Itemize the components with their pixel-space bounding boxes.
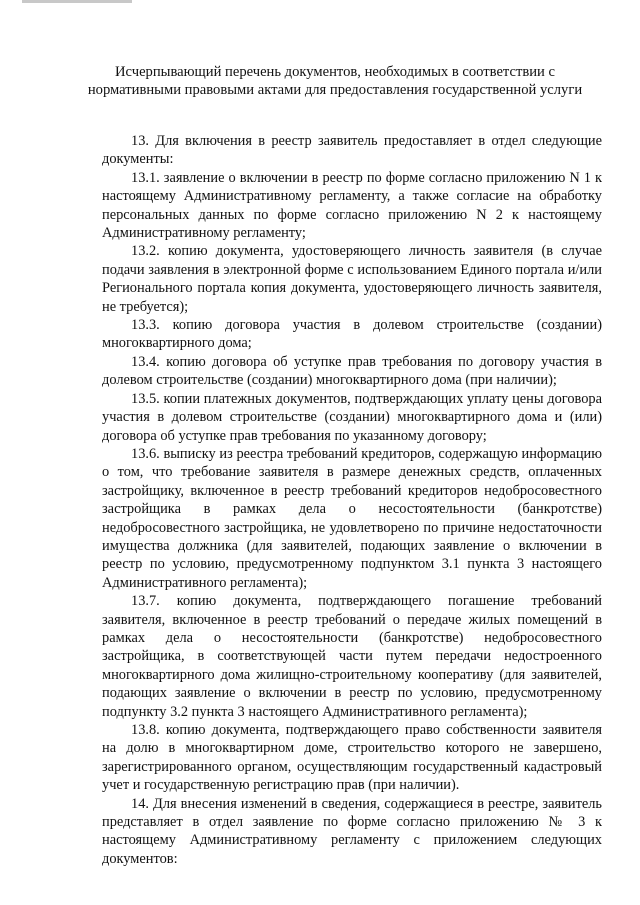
paragraph-13-7: 13.7. копию документа, подтверждающего погашение требований заявителя, включенное в реестр требований о передаче жилых помещений в рамках дела о несостоятельности (банкротстве) недобросовестного застройщика, в соответствующей части путем передачи недостроенного многоквартирного дома жилищно-строительному кооперативу (для заявителей, подающих заявление о включении в реестр по условию, предусмотренному подпункту 3.2 пункта 3 настоящего Административного регламента); — [102, 593, 602, 720]
paragraph-13-5: 13.5. копии платежных документов, подтверждающих уплату цены договора участия в долевом строительстве (создании) многоквартирного дома и (или) договора об уступке прав требования по указанному договору; — [102, 390, 602, 444]
paragraph-13: 13. Для включения в реестр заявитель предоставляет в отдел следующие документы: — [102, 133, 602, 168]
paragraph-13-3: 13.3. копию договора участия в долевом строительстве (создании) многоквартирного дома; — [102, 317, 602, 352]
scan-artifact — [22, 0, 132, 3]
document-body — [102, 132, 602, 868]
paragraph-13-4: 13.4. копию договора об уступке прав требования по договору участия в долевом строительстве (создании) многоквартирного дома (при наличии); — [102, 353, 602, 389]
paragraph-13-2: 13.2. копию документа, удостоверяющего личность заявителя (в случае подачи заявления в электронной форме с использованием Единого портала и/или Регионального портала копия документа, удостоверяющего личность заявителя, не требуется); — [102, 243, 602, 315]
paragraph-14: 14. Для внесения изменений в сведения, содержащиеся в реестре, заявитель представляет в отдел заявление по форме согласно приложению № 3 к настоящему Административному регламенту с приложением следующих документов: — [102, 795, 602, 867]
paragraph-13-6: 13.6. выписку из реестра требований кредиторов, содержащую информацию о том, что требование заявителя в размере денежных средств, оплаченных застройщику, включенное в реестр требований кредиторов недобросовестного застройщика в рамках дела о несостоятельности (банкротстве) недобросовестного застройщика, не удовлетворено по причине недостаточности имущества должника (для заявителей, подающих заявление о включении в реестр по условию, предусмотренному подпунктом 3.1 пункта 3 настоящего Административного регламента); — [102, 445, 602, 591]
paragraph-13-8: 13.8. копию документа, подтверждающего право собственности заявителя на долю в многоквартирном доме, строительство которого не завершено, зарегистрированного органом, осуществляющим государственный кадастровый учет и государственную регистрацию прав (при наличии). — [102, 722, 602, 794]
paragraph-13-1: 13.1. заявление о включении в реестр по форме согласно приложению N 1 к настоящему Административному регламенту, а также согласие на обработку персональных данных по форме согласно приложению N 2 к настоящему Административному регламенту; — [102, 169, 602, 242]
document-title: Исчерпывающий перечень документов, необходимых в соответствии с нормативными правовыми актами для предоставления государственной услуги — [87, 64, 583, 98]
